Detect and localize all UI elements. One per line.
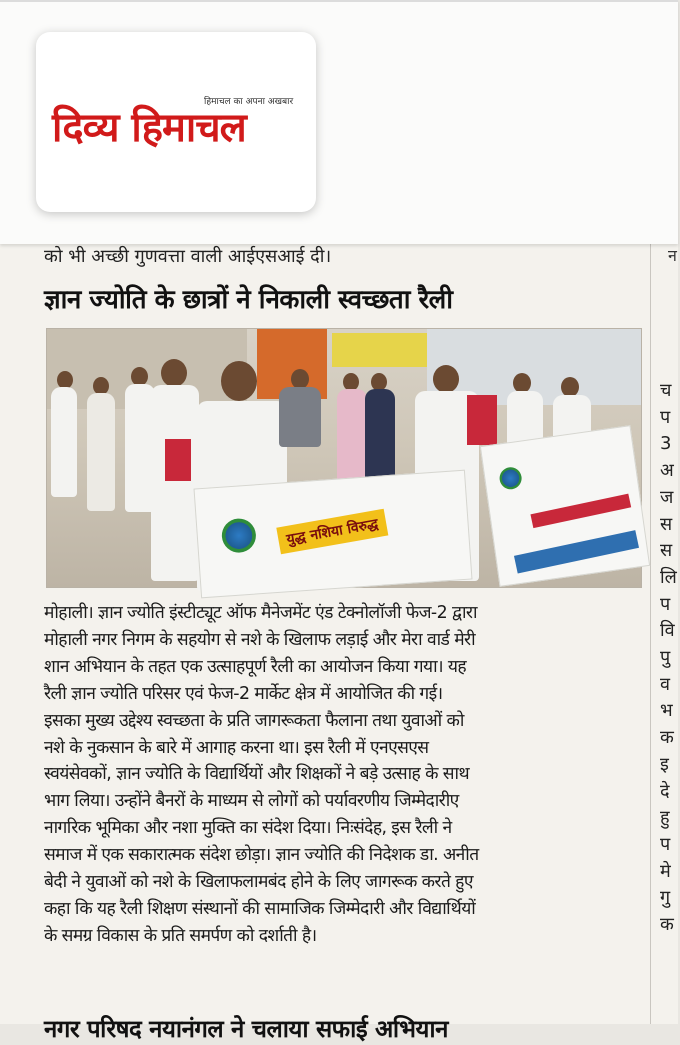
banner-emblem-icon	[221, 517, 257, 553]
article-body-line: नशे के नुकसान के बारे में आगाह करना था। इस रैली में एनएसएस	[44, 737, 429, 758]
side-column-char: अ	[660, 460, 674, 482]
banner-red-strip	[530, 494, 631, 528]
side-column-char: इ	[660, 753, 669, 775]
side-column-char: गु	[660, 887, 671, 909]
banner-blue-strip	[514, 530, 639, 573]
next-article-headline-cropped: नगर परिषद नयानंगल ने चलाया सफाई अभियान	[44, 1015, 448, 1043]
adjacent-column-cropped	[660, 378, 680, 939]
article-body-line: मोहाली नगर निगम के सहयोग से नशे के खिलाफ लड़ाई और मेरा वार्ड मेरी	[44, 629, 476, 650]
masthead-logo-card[interactable]	[36, 32, 316, 212]
photo-banner-main	[193, 470, 472, 599]
article-body-line: समाज में एक सकारात्मक संदेश छोड़ा। ज्ञान ज्योति की निदेशक डा. अनीत	[44, 845, 479, 866]
article-body-line: कहा कि यह रैली शिक्षण संस्थानों की सामाजिक जिम्मेदारी और विद्यार्थियों	[44, 898, 476, 919]
article-body-line: नागरिक भूमिका और नशा मुक्ति का संदेश दिया। निःसंदेह, इस रैली ने	[44, 818, 452, 839]
side-column-top: न	[668, 246, 677, 265]
side-column-char: व	[660, 673, 671, 695]
side-column-char: भ	[660, 700, 673, 722]
side-column-char: पु	[660, 647, 671, 669]
column-divider	[650, 242, 651, 1024]
previous-article-tail: को भी अच्छी गुणवत्ता वाली आईएसआई दी।	[44, 246, 332, 267]
rally-photo	[46, 328, 642, 588]
article-body-line: इसका मुख्य उद्देश्य स्वच्छता के प्रति जागरूकता फैलाना तथा युवाओं को	[44, 710, 464, 731]
photo-yellow-sign	[332, 333, 427, 367]
article-body-line: स्वयंसेवकों, ज्ञान ज्योति के विद्यार्थियों और शिक्षकों ने बड़े उत्साह के साथ	[44, 764, 469, 785]
side-column-char: ज	[660, 486, 674, 508]
article-body-line: मोहाली। ज्ञान ज्योति इंस्टीट्यूट ऑफ मैनेजमेंट एंड टेक्नोलॉजी फेज-2 द्वारा	[44, 603, 477, 623]
article-body-line: शान अभियान के तहत एक उत्साहपूर्ण रैली का आयोजन किया गया। यह	[44, 656, 467, 677]
banner-slogan: युद्ध नशिया विरुद्ध	[276, 509, 388, 554]
side-column-char: च	[660, 380, 672, 401]
side-column-char: प	[660, 833, 671, 855]
article-body-line: भाग लिया। उन्होंने बैनरों के माध्यम से लोगों को पर्यावरणीय जिम्मेदारीए	[44, 791, 459, 812]
header-bar	[0, 0, 678, 244]
photo-red-placard	[165, 439, 191, 481]
article-headline: ज्ञान ज्योति के छात्रों ने निकाली स्वच्छता रैली	[44, 285, 453, 315]
side-column-char: प	[660, 406, 671, 428]
side-column-char: दे	[660, 780, 670, 802]
side-column-char: स	[660, 540, 673, 562]
masthead-tagline: हिमाचल का अपना अखबार	[204, 97, 294, 107]
side-column-char: क	[660, 914, 674, 936]
article-body-line: रैली ज्ञान ज्योति परिसर एवं फेज-2 मार्केट क्षेत्र में आयोजित की गई।	[44, 683, 443, 704]
side-column-char: प	[660, 593, 671, 615]
side-column-char: वि	[660, 620, 675, 642]
masthead-logo: दिव्य हिमाचल	[52, 104, 246, 151]
side-column-char: क	[660, 727, 674, 749]
photo-banner-right	[480, 425, 650, 587]
banner-emblem-icon	[498, 466, 523, 491]
side-column-char: लि	[660, 566, 677, 588]
side-column-char: 3	[660, 433, 672, 455]
article-body	[44, 600, 644, 950]
photo-red-placard	[467, 395, 497, 445]
article-body-line: के समग्र विकास के प्रति समर्पण को दर्शाती है।	[44, 925, 317, 946]
side-column-char: स	[660, 513, 673, 535]
side-column-char: मे	[660, 860, 671, 882]
side-column-char: हु	[660, 807, 670, 829]
article-body-line: बेदी ने युवाओं को नशे के खिलाफलामबंद होने के लिए जागरूक करते हुए	[44, 872, 473, 893]
